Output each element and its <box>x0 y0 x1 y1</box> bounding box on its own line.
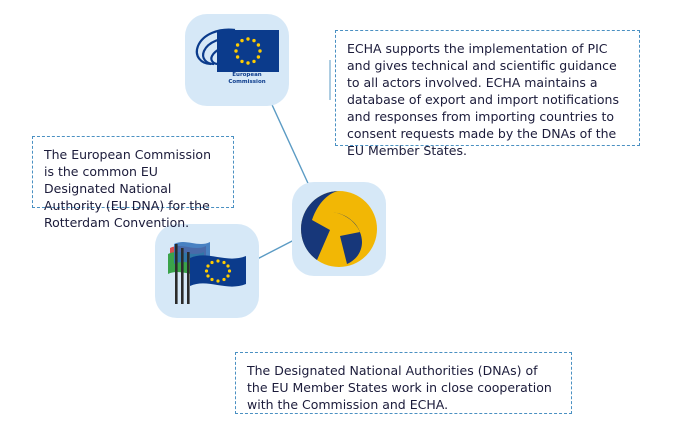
eu-commission-emblem <box>191 26 281 92</box>
eu-flag-box <box>217 30 279 72</box>
callout-member-states-text: The Designated National Authorities (DNAs) of the EU Member States work in close cooperation with the Commission and ECHA. <box>247 363 552 412</box>
callout-member-states <box>235 352 572 414</box>
callout-european-commission-text: The European Commission is the common EU Designated National Authority (EU DNA) for the Rotterdam Convention. <box>44 147 212 230</box>
eu-member-states-flags-icon <box>164 232 262 308</box>
eu-commission-caption-line2: Commission <box>228 79 266 85</box>
callout-echa <box>335 30 640 158</box>
eu-commission-caption <box>217 72 277 86</box>
callout-echa-text: ECHA supports the implementation of PIC and gives technical and scientific guidance to all actors involved. ECHA maintains a database of export and import notifications and responses from importing countries to consent requests made by the DNAs of the EU Member States. <box>347 41 619 158</box>
echa-logo-icon <box>300 190 378 268</box>
callout-european-commission <box>32 136 234 230</box>
eu-commission-caption-line1: European <box>232 72 262 78</box>
eu-stars-icon <box>218 31 278 71</box>
